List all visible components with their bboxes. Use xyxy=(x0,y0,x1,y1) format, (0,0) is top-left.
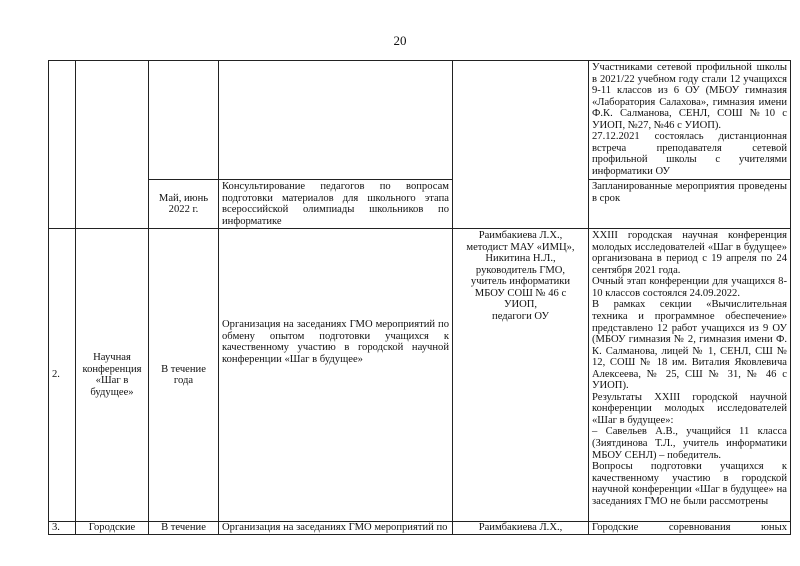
page-number: 20 xyxy=(393,33,407,48)
activity-cell xyxy=(219,229,453,522)
activity-cell xyxy=(219,61,453,180)
event-name-cell: Городские xyxy=(76,522,149,535)
period-cell: В течение xyxy=(149,522,219,535)
report-table xyxy=(48,60,791,535)
result-paragraph: Результаты XXIII городской научной конференции молодых исследователей «Шаг в будущее»: xyxy=(592,391,787,426)
activity-cell: Консультирование педагогов по вопросам подготовки материалов для школьного этапа всероссийской олимпиады школьников по информатике xyxy=(219,180,453,229)
result-paragraph: Участниками сетевой профильной школы в 2021/22 учебном году стали 12 учащихся 9-11 классов из 6 ОУ (МБОУ гимназия «Лаборатория Салахова», гимназия имени Ф.К. Салманова, СЕНЛ, СОШ №10 с УИОП, №27, №46 с УИОП). xyxy=(592,62,787,131)
result-cell xyxy=(589,522,791,535)
result-paragraph: – Савельев А.В., учащийся 11 класса (Зиятдинова Т.Л., учитель информатики МБОУ СЕНЛ) – победитель. xyxy=(592,426,787,461)
period-cell: В течение года xyxy=(149,229,219,522)
result-cell xyxy=(589,180,791,229)
row-number-cell: 3. xyxy=(49,522,76,535)
table-row xyxy=(49,180,791,229)
responsible-line: Никитина Н.Л., xyxy=(485,253,556,265)
table-row xyxy=(49,522,791,535)
event-name-cell: Научная конференция «Шаг в будущее» xyxy=(76,229,149,522)
period-cell: Май, июнь 2022 г. xyxy=(149,180,219,229)
activity-text: Организация на заседаниях ГМО мероприятий по обмену опытом подготовки учащихся к качественному участию в городской научной конференции «Шаг в будущее» xyxy=(222,319,449,365)
result-paragraph: Вопросы подготовки учащихся к качественному участию в городской научной конференции «Шаг в будущее» на заседаниях ГМО не были рассмотрены xyxy=(592,461,787,507)
row-number-cell: 2. xyxy=(49,229,76,522)
result-paragraph: Запланированные мероприятия проведены в срок xyxy=(592,181,787,204)
result-cell xyxy=(589,61,791,180)
result-text: Городские соревнования юных xyxy=(592,522,787,534)
period-cell xyxy=(149,61,219,180)
row-number-cell xyxy=(49,61,76,229)
responsible-cell xyxy=(453,229,589,522)
event-name-cell xyxy=(76,61,149,229)
responsible-line: УИОП, xyxy=(503,299,538,311)
responsible-line: учитель информатики xyxy=(470,276,571,288)
responsible-line: Раимбакиева Л.Х., xyxy=(478,230,563,242)
activity-cell: Организация на заседаниях ГМО мероприятий по xyxy=(219,522,453,535)
result-paragraph: Очный этап конференции для учащихся 8-10 классов состоялся 24.09.2022. xyxy=(592,276,787,299)
result-paragraph: XXIII городская научная конференция молодых исследователей «Шаг в будущее» организована в период с 19 апреля по 24 сентября 2021 года. xyxy=(592,230,787,276)
responsible-line: методист МАУ «ИМЦ», xyxy=(466,241,575,253)
table-row xyxy=(49,61,791,180)
responsible-line: МБОУ СОШ № 46 с xyxy=(474,287,567,299)
responsible-line: руководитель ГМО, xyxy=(475,264,566,276)
result-paragraph: 27.12.2021 состоялась дистанционная встреча преподавателя сетевой профильной школы с учителями информатики ОУ xyxy=(592,131,787,177)
result-paragraph: В рамках секции «Вычислительная техника и программное обеспечение» представлено 12 работ учащихся из 9 ОУ (МБОУ гимназия № 2, гимназия имени Ф. К. Салманова, лицей № 1, СЕНЛ, СШ № 12, СОШ № 18 им. Виталия Яковлевича Алексеева, № 25, СШ № 31, № 46 с УИОП). xyxy=(592,299,787,392)
responsible-cell: Раимбакиева Л.Х., xyxy=(453,522,589,535)
responsible-line: педагоги ОУ xyxy=(492,311,549,323)
table-row xyxy=(49,229,791,522)
result-cell xyxy=(589,229,791,522)
responsible-cell xyxy=(453,61,589,229)
